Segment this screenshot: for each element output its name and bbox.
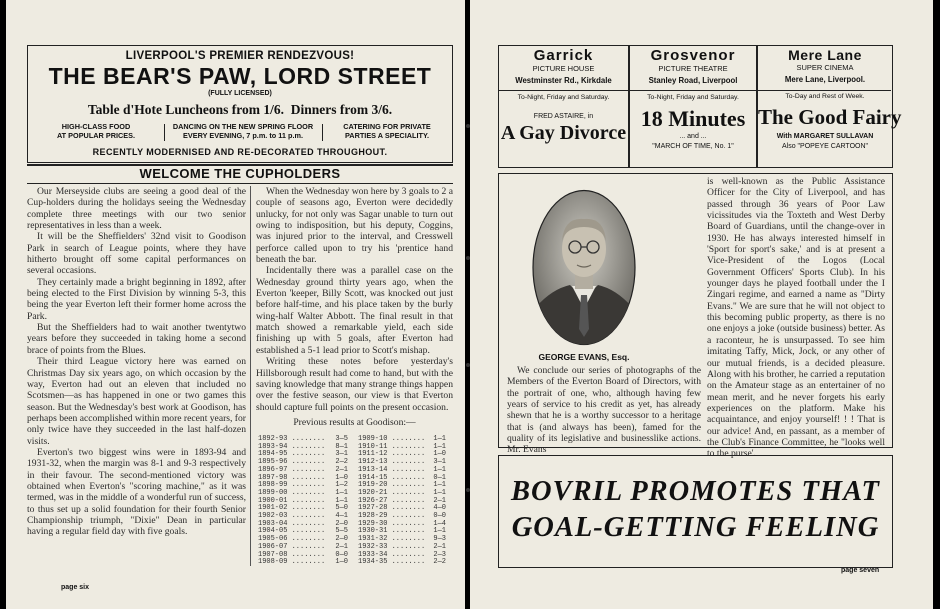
season: 1907-08 ........ — [258, 550, 326, 559]
cinema-type: PICTURE THEATRE — [658, 64, 728, 73]
portrait-photo — [532, 189, 636, 346]
season: 1933-34 ........ — [358, 550, 426, 559]
showing-dates: To-Night, Friday and Saturday. — [647, 94, 739, 101]
paragraph: Everton's two biggest wins were in 1893-94 and 1931-32, when the margin was 8-1 and 9-3 respectively in their favour. The second-mentioned victory was obtained when Everton's "scoring machine," as it was termed, was in the middle of a wonderful run of success, to thus set up a solid foundation for their fourth Senior Championship triumph, "Dixie" Dean in particular having a regular field day with five goals. — [27, 446, 246, 538]
ad-dancing-line2: EVERY EVENING, 7 p.m. to 11 p.m. — [182, 130, 304, 140]
season: 1932-33 ........ — [358, 542, 426, 551]
paragraph: Our Merseyside clubs are seeing a good deal of the Cup-holders during the holidays seeing the Wednesday complete three meetings with our two senior representatives in less than a week. — [27, 186, 246, 232]
ad-licensed: (FULLY LICENSED) — [208, 90, 272, 97]
ad-dancing-note — [166, 123, 320, 140]
score: 2—0 — [335, 519, 348, 528]
star-name: FRED ASTAIRE, in — [533, 113, 594, 120]
score: 1—1 — [433, 527, 446, 536]
portrait-caption: GEORGE EVANS, Esq. — [538, 352, 630, 362]
score: 1—0 — [433, 450, 446, 459]
cinema-address: Mere Lane, Liverpool. — [784, 75, 866, 84]
page-label: page seven — [841, 567, 880, 574]
showing-dates: To-Day and Rest of Week. — [785, 93, 865, 100]
rule — [27, 183, 453, 184]
season: 1911-12 ........ — [358, 450, 426, 459]
showing-dates: To-Night, Friday and Saturday. — [517, 94, 610, 101]
season: 1931-32 ........ — [358, 535, 426, 544]
score: 9—3 — [433, 535, 446, 544]
ad-catering-note — [324, 123, 450, 140]
ad-divider — [164, 124, 165, 141]
feature-text-left — [507, 365, 701, 456]
season: 1908-09 ........ — [258, 558, 326, 567]
season: 1898-99 ........ — [258, 481, 326, 490]
season: 1919-20 ........ — [358, 481, 426, 490]
paragraph: Writing these notes before yesterday's Hillsborough result had come to hand, but with the saving knowledge that many strange things happen over the festive season, our view is that Everton should capture full points on the present occasion. — [256, 356, 453, 413]
ad-catering-line1: CATERING FOR PRIVATE — [343, 122, 431, 131]
season: 1902-03 ........ — [258, 512, 326, 521]
score: 2—1 — [335, 542, 348, 551]
score: 5—0 — [335, 504, 348, 513]
ad-food-line2: AT POPULAR PRICES. — [56, 130, 136, 140]
score: 1—1 — [433, 435, 446, 443]
ad-catering-line2: PARTIES A SPECIALITY. — [344, 130, 430, 140]
paragraph: Incidentally there was a parallel case on the Wednesday ground thirty years ago, when the Everton 'keeper, Billy Scott, was knocked out just before half-time, and his place taken by the burly wing-half Walter Abbott. The final result in that match showed a remarkable yield, each side finishing up with 5 goals, after Everton had established a 5-1 lead prior to Scott's mishap. — [256, 265, 453, 356]
cinema-name: Mere Lane — [788, 47, 862, 63]
score: 3—5 — [335, 435, 348, 443]
cinema-address: Stanley Road, Liverpool — [648, 76, 738, 85]
score: 1—1 — [433, 481, 446, 490]
ad-dancing-line1: DANCING ON THE NEW SPRING FLOOR — [172, 122, 314, 131]
season: 1910-11 ........ — [358, 442, 426, 451]
score: 1—1 — [433, 465, 446, 474]
score: 2—1 — [433, 542, 446, 551]
ad-food-note — [32, 123, 160, 140]
season: 1892-93 ........ — [258, 435, 326, 443]
season: 1934-35 ........ — [358, 558, 426, 567]
season: 1929-30 ........ — [358, 519, 426, 528]
score: 0—1 — [433, 473, 446, 482]
score: 2—2 — [335, 458, 348, 467]
score: 8—1 — [335, 442, 348, 451]
film-title: A Gay Divorce — [500, 122, 627, 144]
score: 1—1 — [433, 488, 446, 497]
right-page — [470, 0, 933, 609]
season: 1901-02 ........ — [258, 504, 326, 513]
mere-lane-ad — [758, 46, 902, 167]
season: 1904-05 ........ — [258, 527, 326, 536]
season: 1903-04 ........ — [258, 519, 326, 528]
paragraph: We conclude our series of photographs of the Members of the Everton Board of Directors, with the portrait of one, who, although having few years of service to his credit as yet, has already shewn that he is a worthy successor to a heritage that is (and always has been), famed for the quality of its legislative and businesslike actions. Mr. Evans — [507, 365, 701, 456]
bovril-ad — [498, 455, 893, 568]
season: 1909-10 ........ — [358, 435, 426, 443]
paragraph: When the Wednesday won here by 3 goals to 2 a couple of seasons ago, Everton were decidedly unlucky, for not only was Sagar unable to turn out owing to indisposition, but his deputy, Coggins, was injured prior to the interval, and Cresswell perforce called upon to try his 'prentice hand beneath the bar. — [256, 186, 453, 266]
paragraph: It will be the Sheffielders' 32nd visit to Goodison Park in search of League points, where they have hitherto brought off some capital performances on several occasions. — [27, 231, 246, 277]
article-column-2 — [256, 186, 453, 428]
score: 3—1 — [335, 450, 348, 459]
support-feature: "MARCH OF TIME, No. 1" — [652, 143, 734, 150]
garrick-ad — [499, 46, 628, 167]
ad-divider — [322, 124, 323, 141]
paragraph: Their third League victory here was earned on Christmas Day six years ago, on which occasion by the way, Everton had out an eleven that included no Scotsmen—as has happened in one or two games this season. But the Wednesday's best work at Goodison, has perhaps been accomplished within more recent years, for only twice have they succeeded in the last half-dozen visits. — [27, 356, 246, 447]
feature-box — [498, 173, 893, 460]
score: 2—1 — [335, 465, 348, 474]
season: 1905-06 ........ — [258, 535, 326, 544]
paragraph: But the Sheffielders had to wait another twentytwo years before they succeeded in taking home a second brace of points from the Blues. — [27, 322, 246, 356]
support-feature: Also "POPEYE CARTOON" — [781, 143, 868, 150]
score: 0—0 — [433, 512, 446, 521]
results-table-right — [358, 436, 446, 567]
results-table-left — [258, 436, 348, 567]
score: 4—0 — [433, 504, 446, 513]
season: 1900-01 ........ — [258, 496, 326, 505]
score: 1—1 — [335, 488, 348, 497]
cinema-address: Westminster Rd., Kirkdale — [515, 76, 612, 85]
season: 1896-97 ........ — [258, 465, 326, 474]
season: 1930-31 ........ — [358, 527, 426, 536]
article-column-1 — [27, 186, 246, 568]
left-page — [6, 0, 465, 609]
score: 1—1 — [433, 442, 446, 451]
score: 5—5 — [335, 527, 348, 536]
grosvenor-ad — [630, 46, 756, 167]
page-label: page six — [61, 584, 90, 591]
score: 2—1 — [433, 496, 446, 505]
feature-text-right — [707, 176, 885, 460]
film-title: The Good Fairy — [758, 105, 902, 129]
score: 1—1 — [335, 496, 348, 505]
bears-paw-ad — [27, 45, 453, 163]
ad-tagline: LIVERPOOL'S PREMIER RENDEZVOUS! — [125, 50, 355, 62]
cinema-name: Grosvenor — [650, 47, 736, 64]
score: 1—4 — [433, 519, 446, 528]
result-row — [358, 559, 446, 567]
film-star: With MARGARET SULLAVAN — [776, 133, 874, 140]
column-divider — [250, 186, 251, 566]
cinema-ads — [498, 45, 902, 168]
score: 2—2 — [433, 558, 446, 567]
season: 1906-07 ........ — [258, 542, 326, 551]
film-and: ... and ... — [679, 133, 707, 140]
season: 1895-96 ........ — [258, 458, 326, 467]
season: 1920-21 ........ — [358, 488, 426, 497]
score: 2—3 — [433, 550, 446, 559]
paragraph: They certainly made a bright beginning in 1892, after being elected to the First Division by winning 5-3, this being the year Everton left their former home across the Park. — [27, 276, 246, 322]
score: 2—0 — [335, 535, 348, 544]
season: 1926-27 ........ — [358, 496, 426, 505]
cinema-name: Garrick — [533, 47, 594, 64]
score: 3—1 — [433, 458, 446, 467]
result-row — [258, 559, 348, 567]
season: 1897-98 ........ — [258, 473, 326, 482]
season: 1928-29 ........ — [358, 512, 426, 521]
score: 0—0 — [335, 550, 348, 559]
ad-meal-prices: Table d'Hote Luncheons from 1/6. Dinners from 3/6. — [87, 102, 393, 117]
score: 1—2 — [335, 481, 348, 490]
season: 1914-15 ........ — [358, 473, 426, 482]
bovril-line-2: GOAL-GETTING FEELING — [511, 512, 880, 543]
article-title: WELCOME THE CUPHOLDERS — [139, 166, 341, 181]
paragraph: is well-known as the Public Assistance Officer for the City of Liverpool, and has passed through 36 years of Poor Law vicissitudes via the Toxteth and West Derby Board of Guardians, until the change-over in 1930. He has always interested himself in 'Sport for sport's sake,' and is at present a Vice-President of the Logos (Local Government Officers' Sports Club). In his younger days he played football under the I Zingari regime, and earned a name as "Dirty Evans." We are sure that he will not object to this becoming public property, as there is no one enjoys a joke (outside business) better. As a raconteur, he is unsurpassed. To see him imitating Taffy, Mick, Jock, or any other of our mutual friends, is a decided pleasure. Along with his brother, he carried a reputation on the Amateur stage as an entertainer of no mean merit, and he never forgets his early experiences on the platform. Make his acquaintance, and enjoy yourself! ! ! That is our advice! And, en passant, as a member of the Club's Finance Committee, he "looks well to the purse'. — [707, 176, 885, 460]
season: 1894-95 ........ — [258, 450, 326, 459]
results-heading: Previous results at Goodison:— — [293, 416, 416, 428]
season: 1899-00 ........ — [258, 488, 326, 497]
cinema-type: PICTURE HOUSE — [532, 64, 595, 73]
ad-venue-name: THE BEAR'S PAW, LORD STREET — [48, 63, 432, 89]
season: 1913-14 ........ — [358, 465, 426, 474]
cinema-type: SUPER CINEMA — [796, 63, 854, 72]
bovril-line-1: BOVRIL PROMOTES THAT — [511, 476, 880, 507]
ad-footer: RECENTLY MODERNISED AND RE-DECORATED THROUGHOUT. — [92, 147, 388, 157]
ad-food-line1: HIGH-CLASS FOOD — [61, 122, 131, 131]
season: 1927-28 ........ — [358, 504, 426, 513]
score: 4—1 — [335, 512, 348, 521]
film-title: 18 Minutes — [640, 106, 746, 131]
score: 1—0 — [335, 558, 348, 567]
season: 1893-94 ........ — [258, 442, 326, 451]
score: 1—0 — [335, 473, 348, 482]
season: 1912-13 ........ — [358, 458, 426, 467]
